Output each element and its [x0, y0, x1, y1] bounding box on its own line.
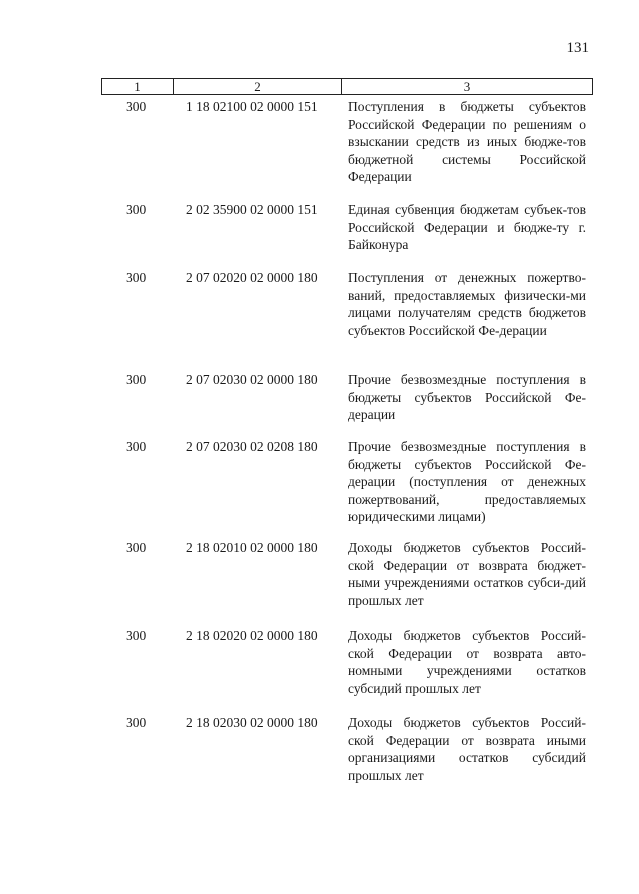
admin-code: 300	[126, 628, 147, 643]
classification-code: 2 18 02030 02 0000 180	[186, 715, 318, 730]
header-col-2: 2	[174, 79, 342, 94]
admin-code: 300	[126, 372, 147, 387]
classification-code: 2 07 02030 02 0000 180	[186, 372, 318, 387]
classification-code: 2 18 02010 02 0000 180	[186, 540, 318, 555]
admin-code: 300	[126, 99, 147, 114]
row-description: Прочие безвозмездные поступления в бюджеты субъектов Российской Фе-дерации	[348, 372, 586, 422]
classification-code: 2 02 35900 02 0000 151	[186, 202, 318, 217]
row-description: Поступления от денежных пожертво-ваний, предоставляемых физически-ми лицами получателям средств бюджетов субъектов Российской Фе-дерации	[348, 270, 586, 338]
admin-code: 300	[126, 202, 147, 217]
admin-code: 300	[126, 439, 147, 454]
page-number: 131	[566, 40, 589, 56]
table-header	[101, 78, 593, 95]
classification-code: 2 18 02020 02 0000 180	[186, 628, 318, 643]
header-col-1: 1	[102, 79, 174, 94]
row-description: Доходы бюджетов субъектов Россий-ской Федерации от возврата авто-номными учреждениями остатков субсидий прошлых лет	[348, 628, 586, 696]
row-description: Поступления в бюджеты субъектов Российской Федерации по решениям о взыскании средств из иных бюдже-тов бюджетной системы Российской Федерации	[348, 99, 586, 184]
row-description: Доходы бюджетов субъектов Россий-ской Федерации от возврата бюджет-ными учреждениями остатков субси-дий прошлых лет	[348, 540, 586, 608]
admin-code: 300	[126, 715, 147, 730]
admin-code: 300	[126, 540, 147, 555]
classification-code: 2 07 02020 02 0000 180	[186, 270, 318, 285]
classification-code: 2 07 02030 02 0208 180	[186, 439, 318, 454]
admin-code: 300	[126, 270, 147, 285]
row-description: Единая субвенция бюджетам субъек-тов Российской Федерации и бюдже-ту г. Байконура	[348, 202, 586, 252]
classification-code: 1 18 02100 02 0000 151	[186, 99, 318, 114]
row-description: Доходы бюджетов субъектов Россий-ской Федерации от возврата иными организациями остатков субсидий прошлых лет	[348, 715, 586, 783]
header-col-3: 3	[463, 79, 471, 94]
row-description: Прочие безвозмездные поступления в бюджеты субъектов Российской Фе-дерации (поступления от денежных пожертвований, предоставляемых юридическими лицами)	[348, 439, 586, 524]
